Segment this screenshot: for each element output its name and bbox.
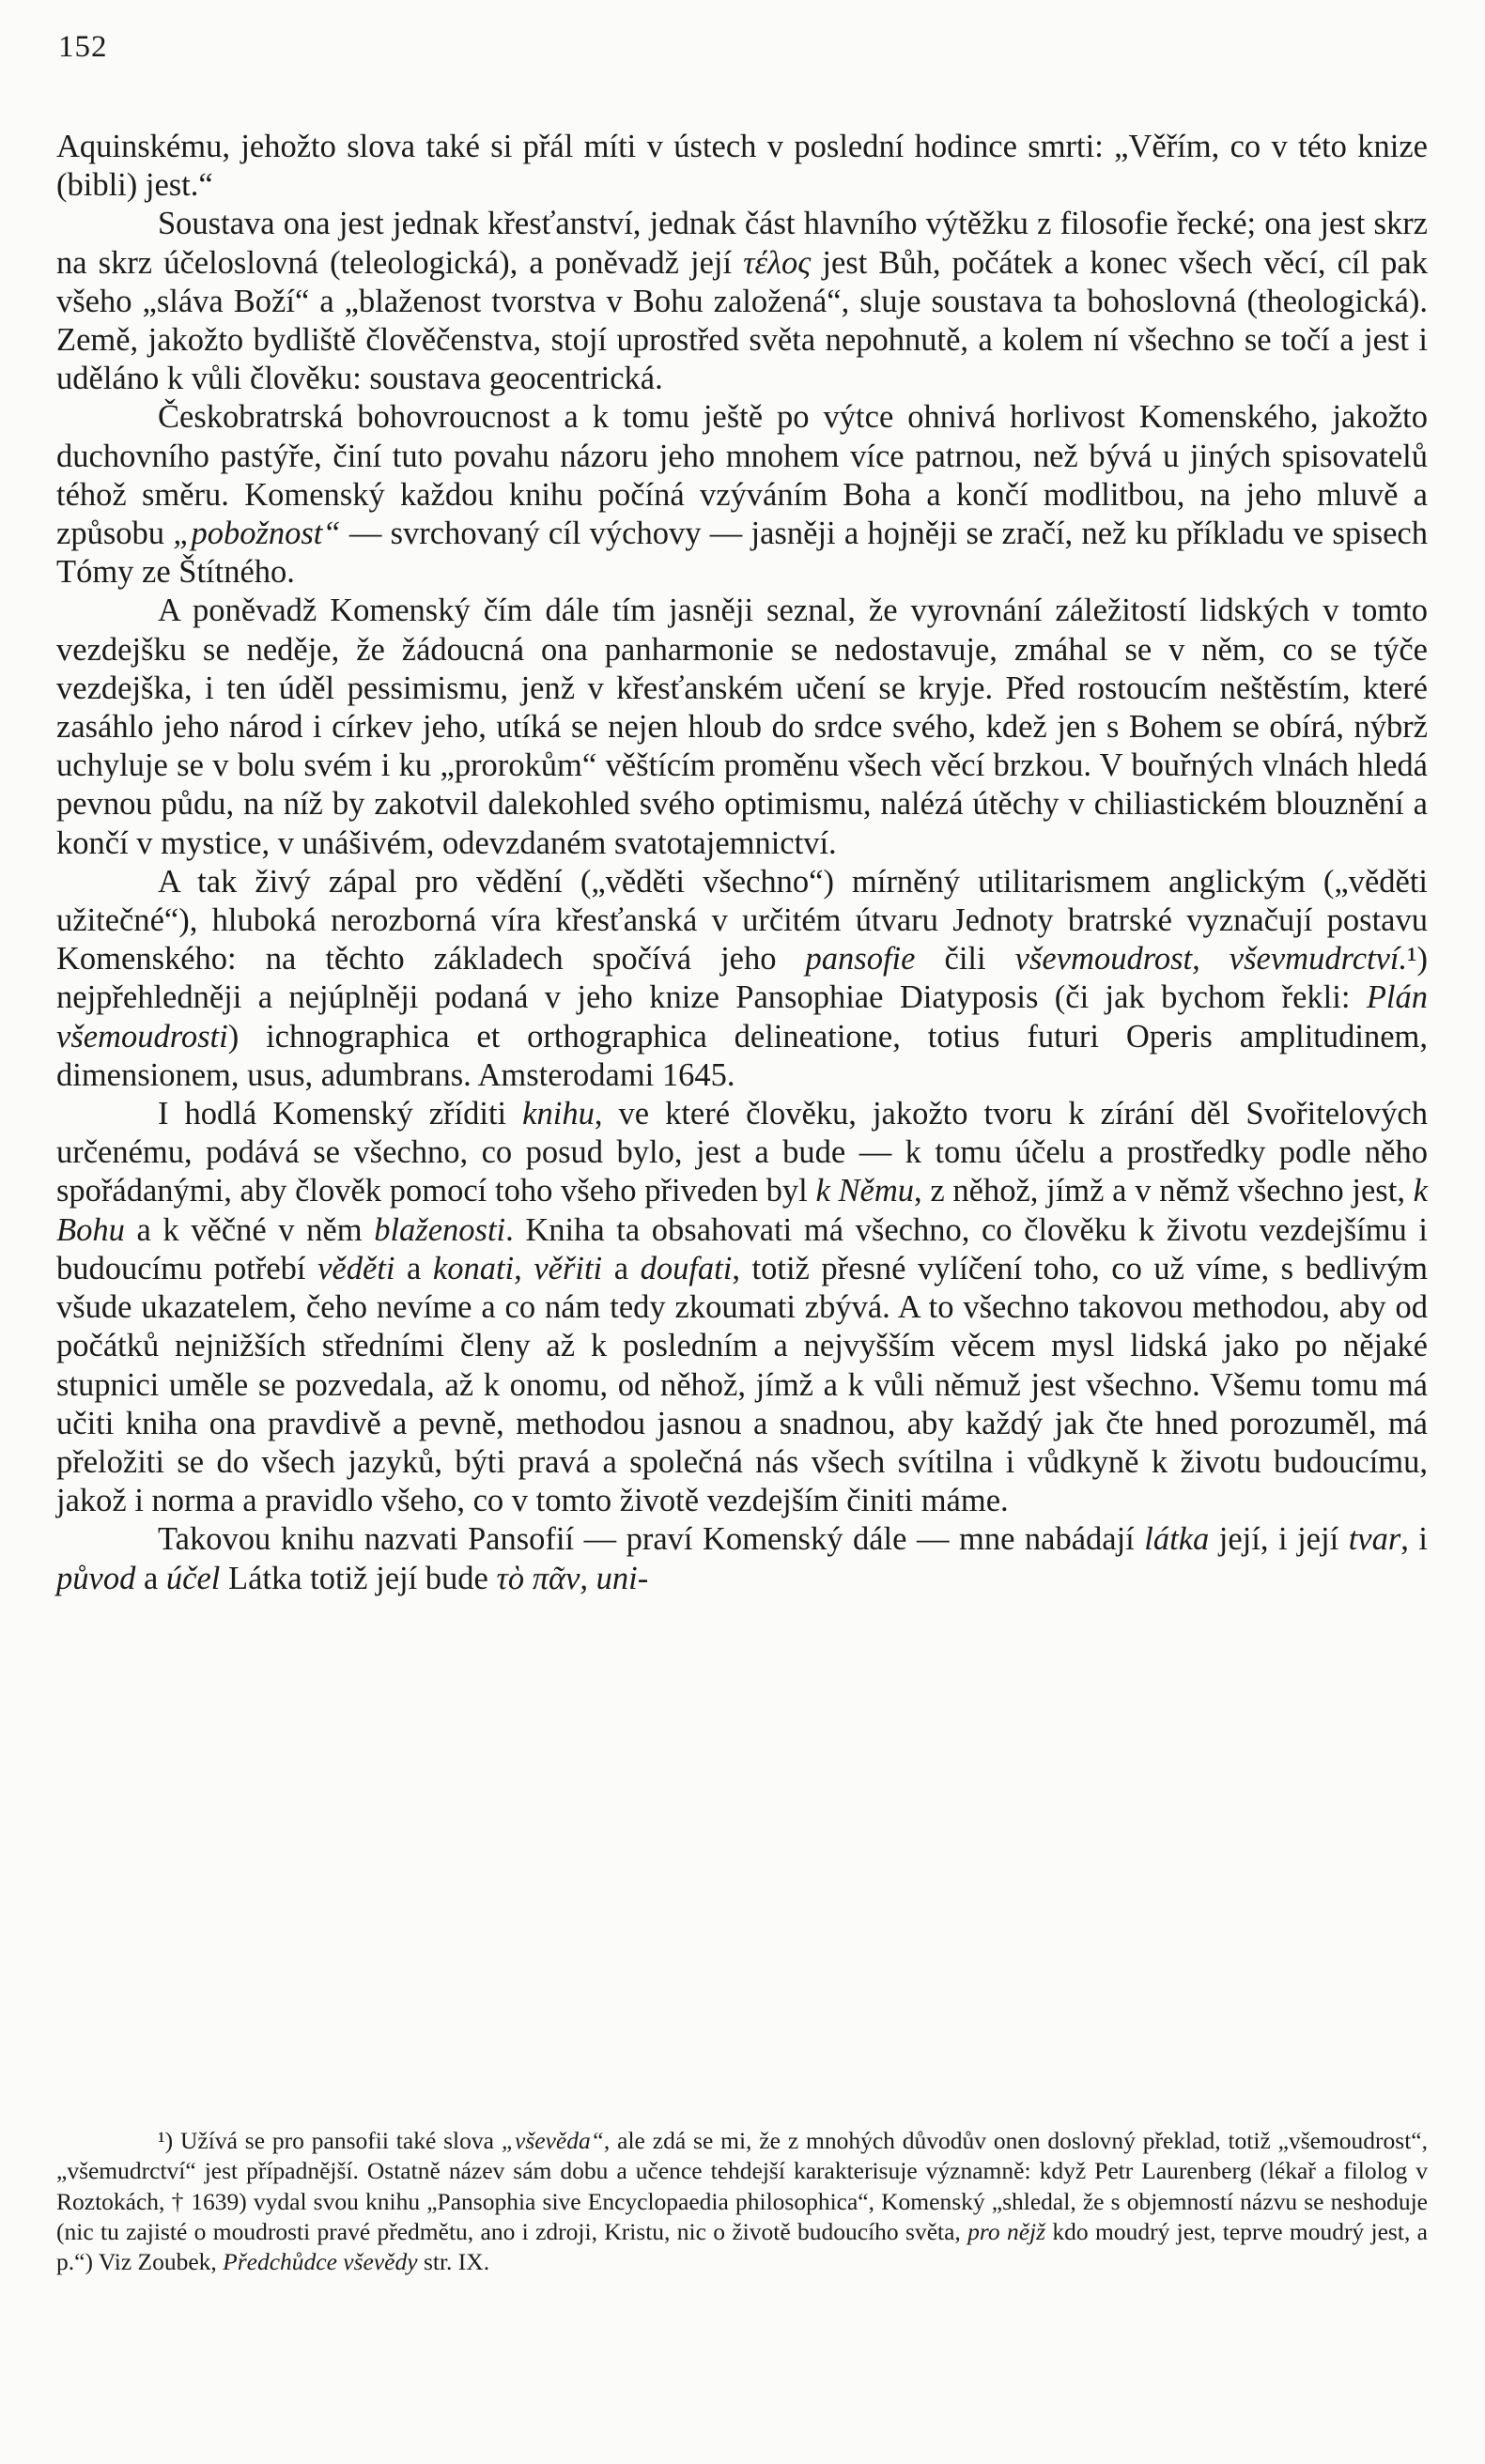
text-run: , ale zdá se mi, že z mnohých důvodův onen doslovný překlad, totiž „všemoudrost“, „všemudrctví“ jest případnější. Ostatně název sám dobu a učence tehdejší karakterisuje významně: když Petr Laurenberg (lékař a filolog v Roztokách, † 1639) vydal svou knihu „Pansophia sive Encyclopaedia philosophica“, Komenský „shledal, že s objemností názvu se neshoduje (nic tu zajisté o moudrosti pravé předmětu, ano i zdroji, Kristu, nic o životě budoucího světa, [56, 2127, 1428, 2245]
italic-text: tvar [1348, 1521, 1401, 1558]
italic-text: vševmoudrost, vševmudrctví. [1014, 941, 1408, 978]
body-text [56, 128, 1428, 1598]
italic-text: věděti [317, 1250, 395, 1286]
paragraph [56, 1520, 1428, 1597]
text-run: str. IX. [417, 2248, 490, 2276]
text-run: Aquinskému, jehožto slova také si přál míti v ústech v poslední hodince smrti: „Věřím, co v této knize (bibli) jest.“ [56, 129, 1428, 204]
page-number: 152 [58, 30, 108, 64]
paragraph [56, 398, 1428, 592]
text-run: ¹) nejpřehledněji a nejúplněji podaná v jeho knize Pansophiae Diatyposis (či jak bychom řekli: [56, 941, 1428, 1016]
text-run: Českobratrská bohovroucnost a k tomu ještě po výtce ohnivá horlivost Komenského, jakožto duchovního pastýře, činí tuto povahu názoru jeho mnohem více patrnou, než bývá u jiných spisovatelů téhož směru. Komenský každou knihu počíná vzýváním Boha a končí modlitbou, na jeho mluvě a způsobu [56, 399, 1428, 552]
text-run: , z něhož, jímž a v němž všechno jest, [914, 1173, 1414, 1209]
italic-text: k Bohu [56, 1173, 1428, 1248]
italic-text: látka [1144, 1521, 1210, 1558]
italic-text: pro nějž [967, 2217, 1046, 2245]
italic-text: „vševěda“ [501, 2127, 604, 2154]
text-run: Soustava ona jest jednak křesťanství, jednak část hlavního výtěžku z filosofie řecké; ona jest skrz na skrz účeloslovná (teleologická), a poněvadž její [56, 206, 1428, 281]
text-run: . Kniha ta obsahovati má všechno, co člověku k životu vezdejšímu i budoucímu potřebí [56, 1211, 1428, 1286]
text-run: a [602, 1250, 641, 1286]
text-run: a k věčné v něm [124, 1211, 375, 1248]
text-run: a [394, 1250, 433, 1286]
paragraph [56, 128, 1428, 205]
text-run: a [135, 1560, 166, 1596]
italic-text: konati, věřiti [432, 1250, 603, 1286]
text-run: A poněvadž Komenský čím dále tím jasněji seznal, že vyrovnání záležitostí lidských v tomto vezdejšku se neděje, že žádoucná ona panharmonie se nedostavuje, zmáhal se v něm, co se týče vezdejška, i ten úděl pessimismu, jenž v křesťanském učení se kryje. Před rostoucím neštěstím, které zasáhlo jeho národ i církev jeho, utíká se nejen hloub do srdce svého, kdež jen s Bohem se obírá, nýbrž uchyluje se v bolu svém i ku „prorokům“ věštícím proměnu všech věcí brzkou. V bouřných vlnách hledá pevnou půdu, na níž by zakotvil dalekohled svého optimismu, nalézá útěchy v chiliastickém blouznění a končí v mystice, v unášivém, odevzdaném svatotajemnictví. [56, 593, 1428, 861]
italic-text: τὸ πᾶν, uni- [496, 1560, 649, 1596]
text-run: kdo moudrý jest, teprve moudrý jest, a p.“) Viz Zoubek, [56, 2217, 1428, 2276]
text-run: , i [1400, 1521, 1428, 1558]
italic-text: Plán všemoudrosti [56, 979, 1428, 1055]
italic-text: „pobožnost“ [173, 516, 341, 552]
paragraph [56, 592, 1428, 862]
footnotes [56, 2126, 1428, 2277]
text-run: , totiž přesné vylíčení toho, co už víme, s bedlivým všude ukazatelem, čeho nevíme a co nám tedy zkoumati zbývá. A to všechno takovou methodou, aby od počátků nejnižších středními členy až k posledním a nejvyšším věcem mysl lidská jako po nějaké stupnici uměle se pozvedala, až k onomu, od něhož, jímž a k vůli němuž jest všechno. Všemu tomu má učiti kniha ona pravdivě a pevně, methodou jasnou a snadnou, aby každý jak čte hned porozuměl, má přeložiti se do všech jazyků, býti pravá a společná nás všech svítilna i vůdkyně k životu budoucímu, jakož i norma a pravidlo všeho, co v tomto životě vezdejším činiti máme. [56, 1250, 1428, 1519]
text-run: Látka totiž její bude [220, 1560, 497, 1596]
text-run: ¹) Užívá se pro pansofii také slova [158, 2127, 502, 2154]
text-run: jest Bůh, počátek a konec všech věcí, cíl pak všeho „sláva Boží“ a „blaženost tvorstva v Bohu založená“, sluje soustava ta bohoslovná (theologická). Země, jakožto bydliště člověčenstva, stojí uprostřed světa nepohnutě, a kolem ní všechno se točí a jest i uděláno k vůli člověku: soustava geocentrická. [56, 244, 1428, 397]
text-run: I hodlá Komenský zříditi [158, 1096, 523, 1132]
paragraph [56, 863, 1428, 1095]
text-run: její, i její [1209, 1521, 1349, 1558]
text-run: — svrchovaný cíl výchovy — jasněji a hojněji se zračí, než ku příkladu ve spisech Tómy ze Štítného. [56, 516, 1428, 591]
text-run: A tak živý zápal pro vědění („věděti všechno“) mírněný utilitarismem anglickým („věděti užitečné“), hluboká nerozborná víra křesťanská v určitém útvaru Jednoty bratrské vyznačují postavu Komenského: na těchto základech spočívá jeho [56, 863, 1428, 978]
paragraph [56, 1095, 1428, 1520]
italic-text: účel [165, 1560, 221, 1596]
italic-text: knihu [522, 1096, 595, 1132]
italic-text: doufati [640, 1250, 733, 1286]
text-run: čili [915, 941, 1015, 978]
text-run: Takovou knihu nazvati Pansofií — praví Komenský dále — mne nabádají [158, 1521, 1145, 1558]
text-run: ) ichnographica et orthographica delineatione, totius futuri Operis amplitudinem, dimensionem, usus, adumbrans. Amsterodami 1645. [56, 1018, 1428, 1093]
italic-text: původ [56, 1560, 136, 1596]
italic-text: pansofie [805, 941, 916, 978]
footnote [56, 2126, 1428, 2277]
paragraph [56, 205, 1428, 398]
italic-text: blaženosti [374, 1211, 506, 1248]
italic-text: k Němu [815, 1173, 915, 1209]
italic-text: τέλος [743, 244, 812, 281]
text-run: , ve které člověku, jakožto tvoru k zírání děl Svořitelových určenému, podává se všechno, co posud bylo, jest a bude — k tomu účelu a prostředky podle něho spořádanými, aby člověk pomocí toho všeho přiveden byl [56, 1096, 1428, 1209]
italic-text: Předchůdce vševědy [223, 2248, 418, 2276]
